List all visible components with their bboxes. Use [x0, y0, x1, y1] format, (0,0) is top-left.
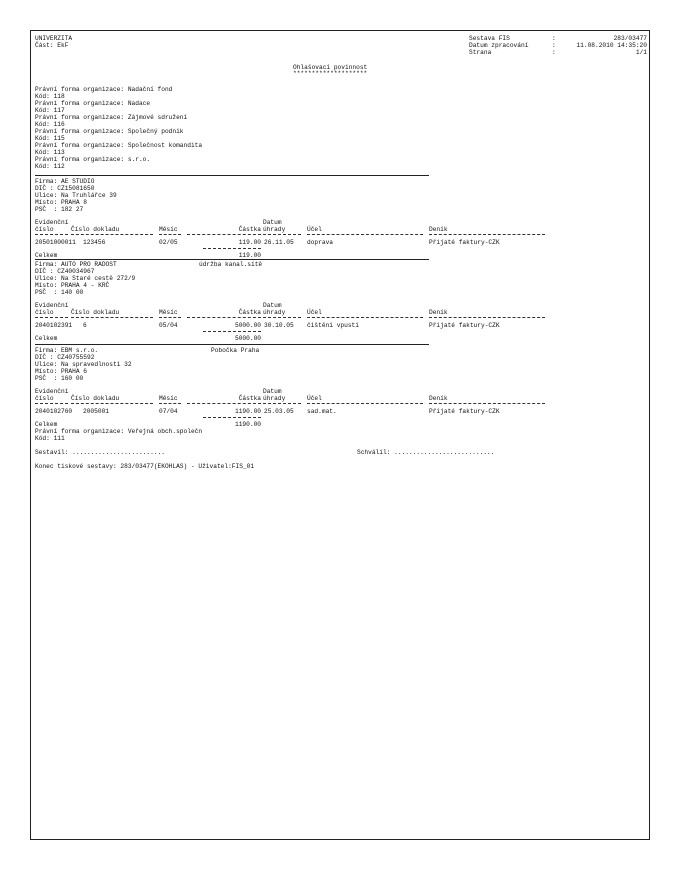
- col-separator: [35, 403, 68, 404]
- legal-form-code: Kód: 118: [35, 93, 65, 100]
- row-date: 26.11.05: [264, 239, 294, 246]
- row-month: 02/05: [159, 239, 178, 246]
- firm-psc: PSČ : 182 27: [35, 206, 84, 213]
- row-doc: 2005001: [83, 408, 109, 415]
- col-month: Měsíc: [159, 226, 178, 233]
- row-evid: 2040102391: [35, 322, 73, 329]
- row-evid: 2040102760: [35, 408, 73, 415]
- col-doc: Číslo dokladu: [71, 226, 120, 233]
- col-amount: Částka: [238, 309, 261, 316]
- col-separator: [429, 403, 545, 404]
- col-month: Měsíc: [159, 395, 178, 402]
- legal-form-label: Právní forma organizace: Společnost komandita: [35, 142, 203, 149]
- col-purpose: Účel: [307, 309, 322, 316]
- page-value: 1/1: [635, 49, 647, 56]
- firm-street: Ulice: Na spravedlnosti 32: [35, 361, 132, 368]
- report-end-line: Konec tiskové sestavy: 283/03477(EKOHLAS) - Uživatel:FIS_01: [35, 463, 255, 470]
- legal-form-label: Právní forma organizace: Zájmové sdružení: [35, 114, 188, 121]
- col-separator: [307, 317, 423, 318]
- col-separator: [35, 234, 68, 235]
- col-doc: Číslo dokladu: [71, 395, 120, 402]
- legal-form-label: Právní forma organizace: s.r.o.: [35, 156, 151, 163]
- col-separator: [187, 317, 261, 318]
- legal-form-code: Kód: 112: [35, 163, 65, 170]
- date-label: Datum zpracování: [469, 42, 529, 49]
- legal-form-code: Kód: 115: [35, 135, 65, 142]
- total-separator: [203, 331, 261, 332]
- org-part: Část: EkF: [35, 42, 69, 49]
- col-date-top: Datum: [263, 302, 282, 309]
- row-doc: 123456: [83, 239, 106, 246]
- page-label: Strana: [469, 49, 492, 56]
- total-separator: [203, 248, 261, 249]
- row-evid: 20501000011: [35, 239, 76, 246]
- col-separator: [429, 234, 545, 235]
- legal-form-code: Kód: 111: [35, 435, 65, 442]
- report-label: Sestava FIS: [469, 35, 510, 42]
- firm-dic: DIČ : CZ40755592: [35, 354, 95, 361]
- col-separator: [263, 234, 301, 235]
- date-value: 11.08.2010 14:35:20: [576, 42, 647, 49]
- legal-form-label: Právní forma organizace: Nadace: [35, 100, 151, 107]
- col-separator: [263, 403, 301, 404]
- firm-separator: [35, 175, 429, 176]
- firm-psc: PSČ : 140 00: [35, 289, 84, 296]
- col-separator: [429, 317, 545, 318]
- col-journal: Deník: [429, 309, 448, 316]
- col-journal: Deník: [429, 226, 448, 233]
- legal-form-code: Kód: 113: [35, 149, 65, 156]
- col-separator: [159, 317, 181, 318]
- total-value: 5000.00: [235, 335, 261, 342]
- firm-name: Firma: AE STUDIO: [35, 178, 95, 185]
- col-purpose: Účel: [307, 226, 322, 233]
- legal-form-label: Právní forma organizace: Veřejná obch.společn: [35, 428, 203, 435]
- firm-city: Místo: PRAHA 4 - KRČ: [35, 282, 110, 289]
- row-purpose: doprava: [307, 239, 333, 246]
- row-journal: Přijaté faktury-CZK: [429, 322, 500, 329]
- col-separator: [159, 403, 181, 404]
- row-date: 25.03.05: [264, 408, 294, 415]
- total-separator: [203, 417, 261, 418]
- col-date-top: Datum: [263, 219, 282, 226]
- firm-city: Místo: PRAHA 8: [35, 199, 87, 206]
- col-separator: [187, 234, 261, 235]
- legal-form-code: Kód: 116: [35, 121, 65, 128]
- firm-note: Pobočka Praha: [211, 347, 260, 354]
- firm-street: Ulice: Na Staré cestě 272/9: [35, 275, 136, 282]
- col-month: Měsíc: [159, 309, 178, 316]
- col-evid-bottom: číslo: [35, 309, 54, 316]
- firm-note: údržba kanal.sítě: [199, 261, 263, 268]
- total-value: 1190.00: [235, 421, 261, 428]
- col-date-bottom: úhrady: [263, 226, 286, 233]
- row-journal: Přijaté faktury-CZK: [429, 239, 500, 246]
- firm-separator: [35, 259, 429, 260]
- col-evid-top: Evidenční: [35, 388, 69, 395]
- row-amount: 5000.00: [235, 322, 261, 329]
- col-date-bottom: úhrady: [263, 395, 286, 402]
- col-date-bottom: úhrady: [263, 309, 286, 316]
- col-journal: Deník: [429, 395, 448, 402]
- legal-form-code: Kód: 117: [35, 107, 65, 114]
- col-evid-bottom: číslo: [35, 395, 54, 402]
- col-evid-top: Evidenční: [35, 302, 69, 309]
- col-evid-top: Evidenční: [35, 219, 69, 226]
- report-colon: :: [552, 35, 556, 42]
- col-doc: Číslo dokladu: [71, 309, 120, 316]
- firm-dic: DIČ : CZ40034967: [35, 268, 95, 275]
- col-separator: [71, 403, 153, 404]
- col-separator: [307, 403, 423, 404]
- firm-separator: [35, 344, 429, 345]
- row-month: 07/04: [159, 408, 178, 415]
- report-page: [30, 30, 650, 840]
- total-label: Celkem: [35, 252, 58, 259]
- firm-city: Místo: PRAHA 6: [35, 368, 87, 375]
- date-colon: :: [552, 42, 556, 49]
- total-label: Celkem: [35, 335, 58, 342]
- col-separator: [187, 403, 261, 404]
- total-value: 119.00: [238, 252, 261, 259]
- firm-name: Firma: EBM s.r.o.: [35, 347, 99, 354]
- report-title: Ohlašovací povinnost: [293, 64, 368, 71]
- legal-form-label: Právní forma organizace: Nadační fond: [35, 86, 173, 93]
- row-month: 05/04: [159, 322, 178, 329]
- row-purpose: čištění vpusti: [307, 322, 359, 329]
- col-purpose: Účel: [307, 395, 322, 402]
- approved-by: Schválil: ...........................: [357, 449, 495, 456]
- row-amount: 119.00: [238, 239, 261, 246]
- row-doc: 6: [83, 322, 87, 329]
- page-colon: :: [552, 49, 556, 56]
- firm-street: Ulice: Na Truhlářce 39: [35, 192, 117, 199]
- row-amount: 1190.00: [235, 408, 261, 415]
- col-date-top: Datum: [263, 388, 282, 395]
- col-separator: [35, 317, 68, 318]
- col-separator: [71, 234, 153, 235]
- legal-form-label: Právní forma organizace: Společný podnik: [35, 128, 184, 135]
- total-label: Celkem: [35, 421, 58, 428]
- col-evid-bottom: číslo: [35, 226, 54, 233]
- col-separator: [71, 317, 153, 318]
- col-separator: [263, 317, 301, 318]
- row-date: 30.10.05: [264, 322, 294, 329]
- row-journal: Přijaté faktury-CZK: [429, 408, 500, 415]
- col-separator: [159, 234, 181, 235]
- firm-psc: PSČ : 160 00: [35, 375, 84, 382]
- col-separator: [307, 234, 423, 235]
- col-amount: Částka: [238, 395, 261, 402]
- report-value: 283/03477: [613, 35, 647, 42]
- col-amount: Částka: [238, 226, 261, 233]
- firm-name: Firma: AUTO PRO RADOST: [35, 261, 117, 268]
- row-purpose: sad.mat.: [307, 408, 337, 415]
- compiled-by: Sestavil: .........................: [35, 449, 165, 456]
- firm-dic: DIČ : CZ15081650: [35, 185, 95, 192]
- report-title-underline: ********************: [293, 70, 368, 77]
- org-name: UNIVERZITA: [35, 35, 73, 42]
